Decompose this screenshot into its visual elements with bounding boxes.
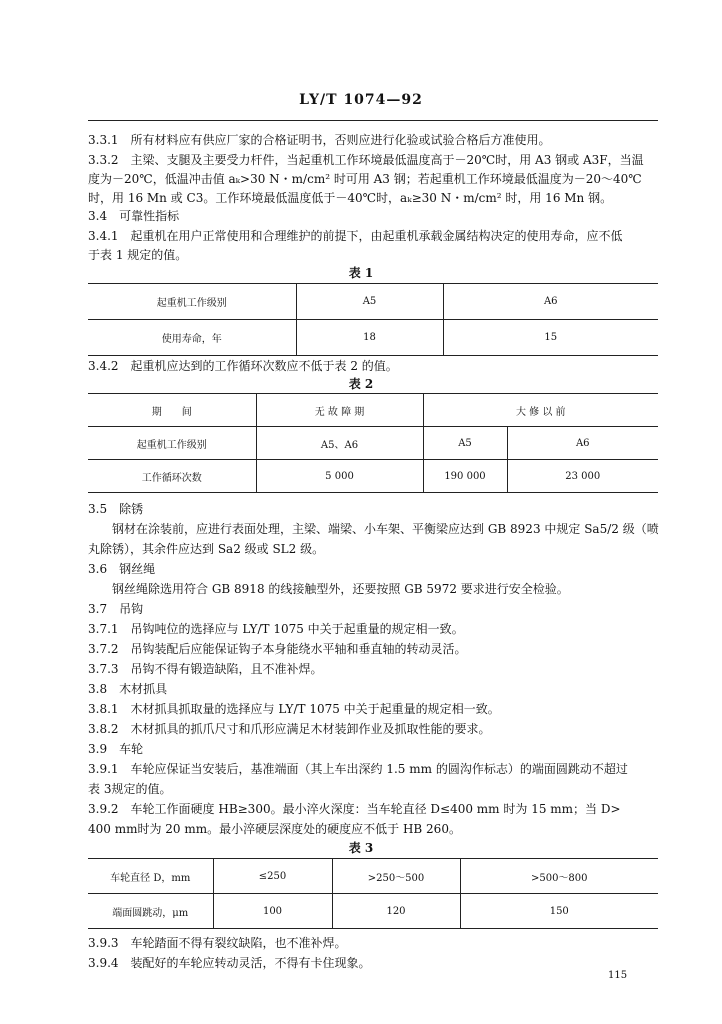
table-3 [88, 858, 658, 929]
table-row [88, 427, 658, 460]
section-3-9: 3.9 车轮 [88, 742, 144, 756]
table-cell: A6 [443, 284, 658, 320]
table-cell: 使用寿命，年 [88, 320, 296, 356]
section-3-8: 3.8 木材抓具 [88, 682, 168, 696]
table-row [88, 894, 658, 929]
table-cell: 120 [332, 894, 460, 929]
clause-3-9-4: 3.9.4 装配好的车轮应转动灵活，不得有卡住现象。 [88, 956, 371, 970]
clause-3-9-2-cont: 400 mm时为 20 mm。最小淬硬层深度处的硬度应不低于 HB 260。 [88, 822, 461, 836]
table-cell: 150 [460, 894, 658, 929]
section-3-5: 3.5 除锈 [88, 502, 144, 516]
clause-3-9-3: 3.9.3 车轮踏面不得有裂纹缺陷，也不准补焊。 [88, 936, 347, 950]
table-cell: 5 000 [256, 460, 423, 493]
clause-3-7-1: 3.7.1 吊钩吨位的选择应与 LY/T 1075 中关于起重量的规定相一致。 [88, 622, 464, 636]
table-2-caption: 表 2 [348, 377, 374, 391]
header-rule [88, 120, 658, 121]
table-cell: 23 000 [507, 460, 658, 493]
table-row [88, 284, 658, 320]
table-cell: ≤250 [213, 859, 332, 894]
table-cell: A6 [507, 427, 658, 460]
table-cell: 起重机工作级别 [88, 427, 256, 460]
clause-3-3-2: 3.3.2 主梁、支腿及主要受力杆件，当起重机工作环境最低温度高于－20℃时，用 A3 钢或 A3F，当温 [88, 153, 644, 167]
table-cell: 18 [296, 320, 443, 356]
table-cell: A5 [423, 427, 507, 460]
table-header-cell: 大 修 以 前 [423, 394, 658, 427]
clause-3-4-1: 3.4.1 起重机在用户正常使用和合理维护的前提下，由起重机承载金属结构决定的使用寿命，应不低 [88, 229, 623, 243]
clause-3-9-1-cont: 表 3规定的值。 [88, 782, 172, 796]
clause-3-9-2: 3.9.2 车轮工作面硬度 HB≥300。最小淬火深度：当车轮直径 D≤400 mm 时为 15 mm；当 D> [88, 802, 621, 816]
clause-3-3-2-cont: 度为－20℃，低温冲击值 aₖ>30 N・m/cm² 时可用 A3 钢；若起重机工作环境最低温度为－20～40℃ [88, 172, 642, 186]
table-cell: 端面圆跳动，μm [88, 894, 213, 929]
section-3-6: 3.6 钢丝绳 [88, 562, 156, 576]
clause-3-4-2: 3.4.2 起重机应达到的工作循环次数应不低于表 2 的值。 [88, 359, 398, 373]
table-header-cell: 无 故 障 期 [256, 394, 423, 427]
table-row [88, 320, 658, 356]
clause-3-7-3: 3.7.3 吊钩不得有锻造缺陷，且不准补焊。 [88, 662, 323, 676]
table-cell: 100 [213, 894, 332, 929]
clause-3-8-2: 3.8.2 木材抓具的抓爪尺寸和爪形应满足木材装卸作业及抓取性能的要求。 [88, 722, 491, 736]
table-1 [88, 283, 658, 356]
clause-3-4-1-cont: 于表 1 规定的值。 [88, 248, 188, 262]
table-row [88, 460, 658, 493]
table-3-caption: 表 3 [348, 841, 374, 855]
clause-3-6-text: 钢丝绳除选用符合 GB 8918 的线接触型外，还要按照 GB 5972 要求进行安全检验。 [112, 582, 569, 596]
clause-3-9-1: 3.9.1 车轮应保证当安装后，基准端面（其上车出深约 1.5 mm 的圆沟作标志）的端面圆跳动不超过 [88, 762, 628, 776]
table-cell: 15 [443, 320, 658, 356]
table-cell: >250～500 [332, 859, 460, 894]
clause-3-5-cont: 丸除锈），其余件应达到 Sa2 级或 SL2 级。 [88, 542, 325, 556]
clause-3-3-1: 3.3.1 所有材料应有供应厂家的合格证明书，否则应进行化验或试验合格后方准使用。 [88, 133, 551, 147]
table-header-row [88, 394, 658, 427]
table-2 [88, 393, 658, 493]
page-number: 115 [608, 970, 628, 981]
table-cell: A5、A6 [256, 427, 423, 460]
clause-3-3-2-cont: 时，用 16 Mn 或 C3。工作环境最低温度低于－40℃时，aₖ≥30 N・m/cm² 时，用 16 Mn 钢。 [88, 191, 613, 205]
section-3-7: 3.7 吊钩 [88, 602, 144, 616]
table-cell: A5 [296, 284, 443, 320]
table-cell: 起重机工作级别 [88, 284, 296, 320]
clause-3-5-text: 钢材在涂装前，应进行表面处理，主梁、端梁、小车架、平衡梁应达到 GB 8923 中规定 Sa5/2 级（喷 [112, 522, 659, 536]
clause-3-7-2: 3.7.2 吊钩装配后应能保证钩子本身能绕水平轴和垂直轴的转动灵活。 [88, 642, 467, 656]
table-1-caption: 表 1 [348, 266, 374, 280]
table-cell: 190 000 [423, 460, 507, 493]
document-header: LY/T 1074—92 [299, 92, 423, 108]
table-cell: 车轮直径 D，mm [88, 859, 213, 894]
table-header-cell: 期 间 [88, 394, 256, 427]
table-cell: 工作循环次数 [88, 460, 256, 493]
table-cell: >500～800 [460, 859, 658, 894]
clause-3-8-1: 3.8.1 木材抓具抓取量的选择应与 LY/T 1075 中关于起重量的规定相一致。 [88, 702, 500, 716]
table-row [88, 859, 658, 894]
section-3-4: 3.4 可靠性指标 [88, 209, 180, 223]
